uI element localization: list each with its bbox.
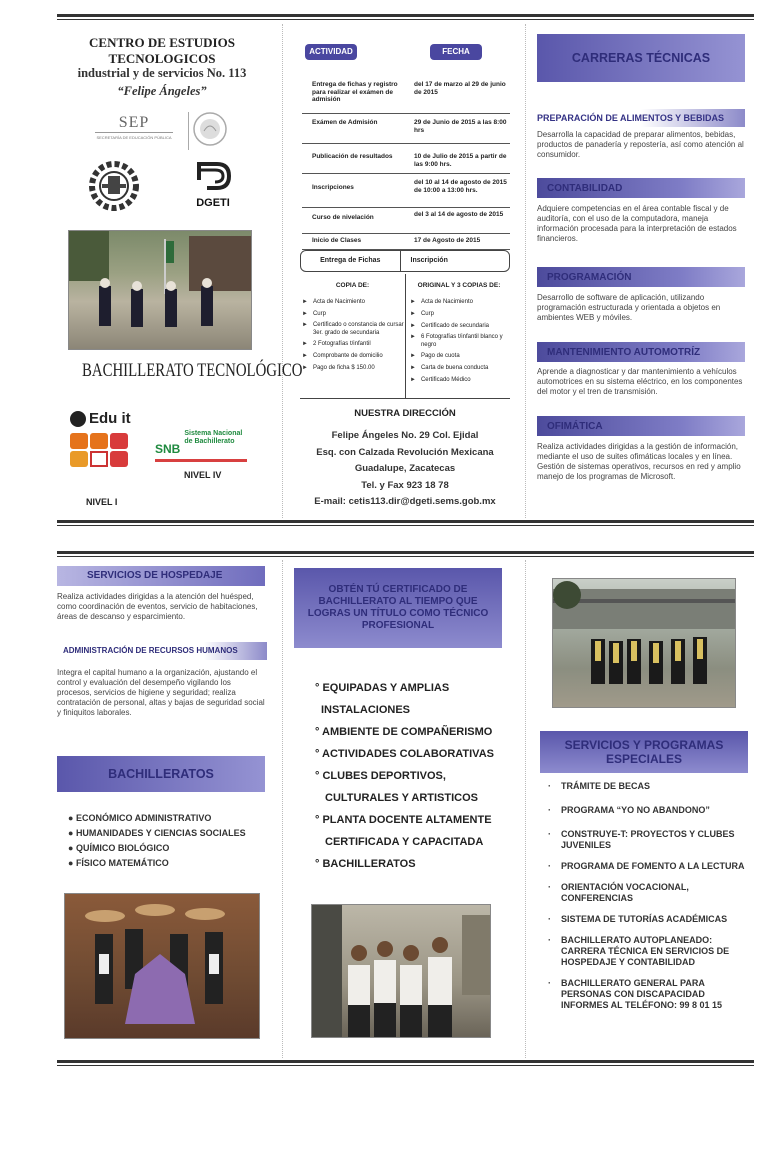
services-list [548,781,748,1021]
career-desc: Desarrollo de software de aplicación, utilizando programación estructurada y orientada a objetos en ambientes WEB y móviles. [537,293,721,322]
service-item: · TRÁMITE DE BECAS [548,781,651,791]
feature-label: ACTIVIDADES COLABORATIVAS [322,748,494,760]
schedule-date: del 3 al 14 de agosto de 2015 [414,211,504,218]
service-item: · BACHILLERATO GENERAL PARA PERSONAS CON DISCAPACIDAD INFORMES AL TELÉFONO: 99 8 01 15 [548,978,748,1011]
service-item: · SISTEMA DE TUTORÍAS ACADÉMICAS [548,914,728,924]
career-name: CONTABILIDAD [537,178,745,198]
hospedaje-desc: Realiza actividades dirigidas a la atención del huésped, como coordinación de eventos, servicio de habitaciones, áreas de descanso y esparcimiento. [57,592,258,621]
original-item: ► Carta de buena conducta [410,365,489,371]
snb-line-1: Sistema Nacional [184,430,243,437]
original-list [410,297,510,385]
date-header: FECHA [430,44,482,60]
gear-logo-icon [88,160,140,217]
original-item-label: Curp [420,311,434,317]
schedule-row [302,174,510,208]
career-name: OFIMÁTICA [537,416,745,436]
schedule-date: del 17 de marzo al 29 de junio de 2015 [414,81,506,96]
copy-item-label: 2 Fotografías t/infantil [312,341,371,347]
service-label: PROGRAMA “YO NO ABANDONO” [561,805,710,815]
copy-item: ► Pago de ficha $ 150.00 [302,365,375,371]
career-desc: Realiza actividades dirigidas a la gestión de información, mediante el uso de suites ofimáticas locales y en línea. Gestión de sistemas operativos, recursos en red y amplio manejo de los programas de Microsoft. [537,442,741,481]
logo-separator [188,112,189,150]
dgeti-icon [193,160,233,192]
original-item-label: Acta de Nacimiento [420,299,473,305]
graduates-photo [552,578,736,708]
address-line-2: Esq. con Calzada Revolución Mexicana [316,446,494,458]
rule-mid-1 [57,520,754,526]
career-name: PROGRAMACIÓN [537,267,745,287]
features-list [315,677,515,875]
hospedaje-title: SERVICIOS DE HOSPEDAJE [57,566,265,586]
copy-list [302,297,404,373]
copy-item-label: Comprobante de domicilio [312,353,383,359]
staff-photo [311,904,491,1038]
snb-logo [155,430,255,462]
feature-label: AMBIENTE DE COMPAÑERISMO [322,726,493,738]
feature-label: CLUBES DEPORTIVOS, [322,770,446,782]
service-item: · ORIENTACIÓN VOCACIONAL, CONFERENCIAS [548,882,748,904]
bachillerato-item: ● QUÍMICO BIOLÓGICO [68,843,170,853]
tab-inscripcion: Inscripción [410,257,448,264]
service-label: SISTEMA DE TUTORÍAS ACADÉMICAS [561,914,728,924]
service-label: TRÁMITE DE BECAS [561,781,651,791]
eduit-icon [70,411,86,427]
requirements-bottom [300,398,510,399]
schedule-date: 17 de Agosto de 2015 [414,237,481,244]
snb-line-2: de Bachillerato [184,438,235,445]
original-item: ► Acta de Nacimiento [410,299,473,305]
feature-label: PLANTA DOCENTE ALTAMENTE [322,814,492,826]
schedule-activity: Exámen de Admisión [312,119,378,126]
schedule-date: del 10 al 14 de agosto de 2015 de 10:00 a 13:00 hrs. [414,179,507,194]
feature-item: ° CLUBES DEPORTIVOS, [315,770,446,782]
schedule-date: 29 de Junio de 2015 a las 8:00 hrs [414,119,507,134]
address-line-1: Felipe Ángeles No. 29 Col. Ejidal [331,430,479,441]
eduit-label: Edu it [89,410,131,427]
divider [525,560,526,1058]
schedule-activity: Inscripciones [312,184,354,191]
schedule-date: 10 de Julio de 2015 a partir de las 9:00 hrs. [414,153,507,168]
bachillerato-item-label: HUMANIDADES Y CIENCIAS SOCIALES [75,828,246,838]
schedule-activity: Entrega de fichas y registro para realizar el exámen de admisión [312,81,398,103]
divider [282,24,283,518]
qr-colors-icon [70,433,140,467]
original-item-label: Certificado de secundaria [420,323,489,329]
service-label: BACHILLERATO GENERAL PARA PERSONAS CON DISCAPACIDAD INFORMES AL TELÉFONO: 99 8 01 15 [561,978,723,1010]
divider [282,560,283,1058]
sep-logo-text: SEP [95,114,173,133]
schedule-row [302,208,510,234]
original-item: ► 6 Fotografías t/infantil blanco y negro [410,333,510,349]
bottom-rule [57,1060,754,1066]
bachillerato-item-label: ECONÓMICO ADMINISTRATIVO [75,813,212,823]
copy-item: ► Curp [302,311,326,317]
copy-item-label: Curp [312,311,326,317]
eduit-logo [70,410,140,467]
schedule-activity: Inicio de Clases [312,237,362,244]
career-name: PREPARACIÓN DE ALIMENTOS Y BEBIDAS [537,109,745,127]
service-item: · PROGRAMA “YO NO ABANDONO” [548,805,710,815]
sep-logo-sub: SECRETARÍA DE EDUCACIÓN PÚBLICA [96,135,172,140]
original-item: ► Certificado Médico [410,377,471,383]
original-item: ► Certificado de secundaria [410,323,489,329]
folk-dance-photo [64,893,260,1039]
original-item-label: Carta de buena conducta [420,365,489,371]
service-item: · BACHILLERATO AUTOPLANEADO: CARRERA TÉCNICA EN SERVICIOS DE HOSPEDAJE Y CONTABILIDAD [548,935,748,968]
dgeti-logo [188,160,238,209]
feature-label: CERTIFICADA Y CAPACITADA [325,836,484,848]
rule-mid-2 [57,551,754,557]
address-phone: Tel. y Fax 923 18 78 [361,479,449,491]
service-label: PROGRAMA DE FOMENTO A LA LECTURA [561,861,745,871]
coat-of-arms-icon [192,111,228,152]
school-motto: “Felipe Ángeles” [117,84,207,98]
copy-item-label: Certificado o constancia de cursar 3er. grado de secundaria [312,322,404,336]
feature-item: ° ACTIVIDADES COLABORATIVAS [315,748,494,760]
rrhh-title: ADMINISTRACIÓN DE RECURSOS HUMANOS [57,642,267,660]
feature-label: EQUIPADAS Y AMPLIAS [322,682,450,694]
schedule-row [302,234,510,250]
copy-item: ► Comprobante de domicilio [302,353,383,359]
original-item-label: Certificado Médico [420,377,471,383]
dgeti-label: DGETI [196,197,230,209]
schedule-table [302,78,510,250]
sep-logo [95,114,173,140]
service-item: · CONSTRUYE-T: PROYECTOS Y CLUBES JUVENILES [548,829,748,851]
original-header: ORIGINAL Y 3 COPIAS DE: [417,282,501,289]
certificate-banner: OBTÉN TÚ CERTIFICADO DE BACHILLERATO AL TIEMPO QUE LOGRAS UN TÍTULO COMO TÉCNICO PROFESIONAL [294,568,502,648]
bachillerato-heading: BACHILLERATO TECNOLÓGICO [82,360,303,381]
original-item: ► Curp [410,311,434,317]
feature-item: ° PLANTA DOCENTE ALTAMENTE [315,814,492,826]
school-name: CENTRO DE ESTUDIOS TECNOLOGICOS [89,35,235,66]
service-label: BACHILLERATO AUTOPLANEADO: CARRERA TÉCNICA EN SERVICIOS DE HOSPEDAJE Y CONTABILIDAD [561,935,730,967]
career-desc: Adquiere competencias en el área contable fiscal y de auditoría, con el uso de la computadora, maneja información procesada para la interpretación de estados financieros. [537,204,737,243]
nivel-4-label: NIVEL IV [184,470,222,480]
school-subtitle: industrial y de servicios No. 113 [77,66,247,80]
copy-header: COPIA DE: [335,282,370,289]
career-desc: Desarrolla la capacidad de preparar alimentos, bebidas, productos de panadería y repostería, así como atención al consumidor. [537,130,744,159]
feature-item: ° BACHILLERATOS [315,858,416,870]
copy-item: ► Acta de Nacimiento [302,299,365,305]
bachilleratos-title: BACHILLERATOS [57,756,265,792]
schedule-activity: Curso de nivelación [312,214,374,221]
rrhh-desc: Integra el capital humano a la organización, ajustando el control y evaluación del desempeño vigilando los procesos, servicios de higiene y seguridad; realiza contratación de personal, altas y bajas de seguridad social y finiquitos laborales. [57,668,265,717]
feature-label: BACHILLERATOS [322,858,416,870]
top-rule [57,14,754,20]
requirements-divider [405,274,406,398]
services-title: SERVICIOS Y PROGRAMAS ESPECIALES [540,731,748,773]
divider [525,24,526,518]
schedule-activity: Publicación de resultados [312,153,393,160]
students-flag-photo [68,230,252,350]
original-item-label: Pago de cuota [420,353,460,359]
bachillerato-item: ● FÍSICO MATEMÁTICO [68,858,169,868]
copy-item-label: Pago de ficha $ 150.00 [312,365,375,371]
bachillerato-item-label: FÍSICO MATEMÁTICO [75,858,169,868]
address-line-3: Guadalupe, Zacatecas [354,463,456,474]
address-block [290,428,520,511]
feature-label: CULTURALES Y ARTISTICOS [325,792,478,804]
career-name: MANTENIMIENTO AUTOMOTRÍZ [537,342,745,362]
service-label: CONSTRUYE-T: PROYECTOS Y CLUBES JUVENILES [561,829,735,850]
careers-title: CARRERAS TÉCNICAS [537,34,745,82]
feature-item: ° AMBIENTE DE COMPAÑERISMO [315,726,493,738]
career-desc: Aprende a diagnosticar y dar mantenimiento a vehículos automotrices en su sistema eléctrico, en los componentes del motor y el tren de transmisión. [537,367,743,396]
service-label: ORIENTACIÓN VOCACIONAL, CONFERENCIAS [561,882,689,903]
activity-header: ACTIVIDAD [305,44,357,60]
schedule-row [302,78,510,114]
nivel-1-label: NIVEL I [86,497,118,507]
copy-item: ► 2 Fotografías t/infantil [302,341,371,347]
schedule-row [302,114,510,144]
address-email[interactable]: E-mail: cetis113.dir@dgeti.sems.gob.mx [314,496,496,507]
bachillerato-item-label: QUÍMICO BIOLÓGICO [75,843,170,853]
bachilleratos-list [68,811,268,871]
snb-abbr: SNB [155,442,181,456]
bachillerato-item: ● HUMANIDADES Y CIENCIAS SOCIALES [68,828,246,838]
feature-label: INSTALACIONES [321,704,411,716]
address-heading: NUESTRA DIRECCIÓN [354,408,456,419]
original-item: ► Pago de cuota [410,353,460,359]
feature-item: ° EQUIPADAS Y AMPLIAS [315,682,450,694]
service-item: · PROGRAMA DE FOMENTO A LA LECTURA [548,861,745,871]
requirements-tabs [300,250,510,272]
original-item-label: 6 Fotografías t/infantil blanco y negro [420,334,503,348]
copy-item: ► Certificado o constancia de cursar 3er. grado de secundaria [302,322,404,336]
tab-entrega-fichas: Entrega de Fichas [301,251,401,271]
copy-item-label: Acta de Nacimiento [312,299,365,305]
schedule-row [302,144,510,174]
bachillerato-item: ● ECONÓMICO ADMINISTRATIVO [68,813,212,823]
